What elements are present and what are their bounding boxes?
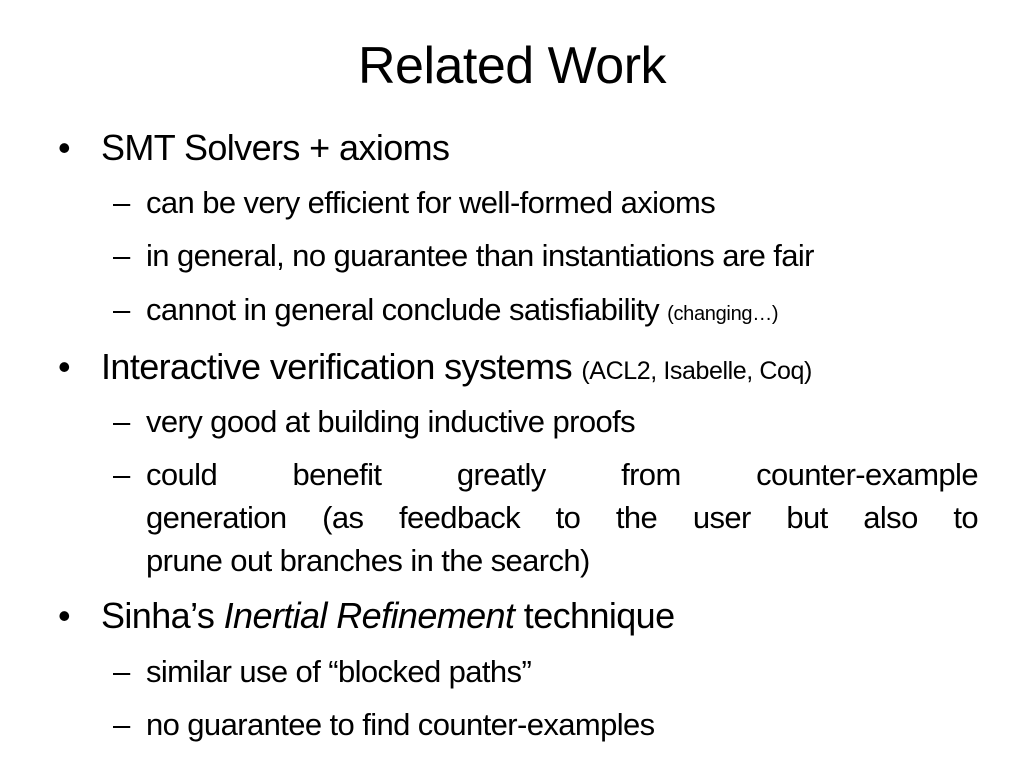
dash-marker: – [113, 404, 131, 439]
dash-marker: – [113, 654, 131, 689]
bullet-interactive-verification [101, 345, 812, 393]
subitem-satisfiability [146, 290, 778, 334]
subitem-efficient: can be very efficient for well-formed axioms [146, 185, 716, 220]
dash-marker: – [113, 185, 131, 220]
subitem-satisfiability-text: cannot in general conclude satisfiability [146, 292, 660, 327]
subitem-blocked-paths: similar use of “blocked paths” [146, 654, 532, 689]
subitem-inductive-proofs: very good at building inductive proofs [146, 404, 636, 439]
bullet-sinha-text-after: technique [514, 595, 675, 636]
dash-marker: – [113, 292, 131, 327]
subitem-counter-example-line-3: prune out branches in the search) [146, 543, 590, 578]
subitem-counter-example-line-1: could benefit greatly from counter-example [146, 457, 978, 492]
bullet-marker: • [58, 346, 71, 387]
dash-marker: – [113, 707, 131, 742]
subitem-satisfiability-note: (changing…) [667, 303, 779, 325]
bullet-sinha-text-before: Sinha’s [101, 595, 224, 636]
bullet-smt-solvers: SMT Solvers + axioms [101, 127, 450, 168]
subitem-counter-examples: no guarantee to find counter-examples [146, 707, 655, 742]
bullet-sinha-italic: Inertial Refinement [223, 595, 515, 636]
dash-marker: – [113, 238, 131, 273]
bullet-interactive-verification-text: Interactive verification systems [101, 346, 572, 387]
subitem-counter-example-line-2: generation (as feedback to the user but also to [146, 500, 978, 535]
subitem-no-guarantee-fair: in general, no guarantee than instantiations are fair [146, 238, 814, 273]
bullet-marker: • [58, 127, 71, 168]
bullet-interactive-verification-note: (ACL2, Isabelle, Coq) [581, 357, 812, 385]
bullet-sinha-technique [101, 594, 675, 638]
dash-marker: – [113, 457, 131, 492]
slide-title: Related Work [357, 37, 667, 95]
bullet-marker: • [58, 595, 71, 636]
